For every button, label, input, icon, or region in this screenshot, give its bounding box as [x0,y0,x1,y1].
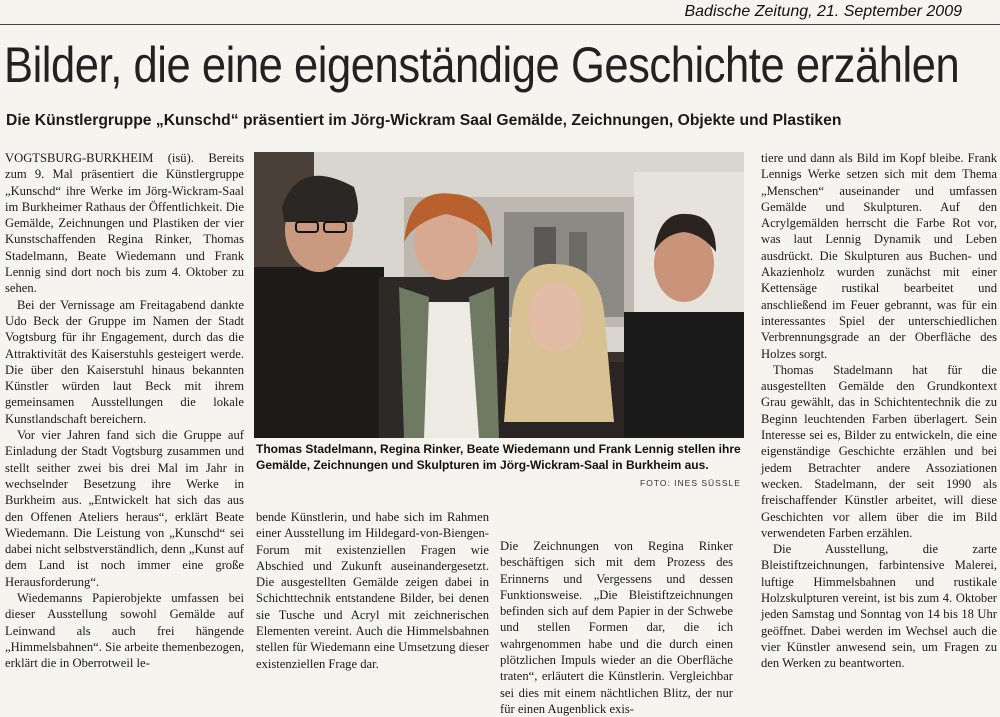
photo-caption: Thomas Stadelmann, Regina Rinker, Beate Wiedemann und Frank Lennig stellen ihre Gemälde, Zeichnungen und Skulpturen im Jörg-Wickram-Saal in Burkheim aus. [256,442,741,472]
paragraph: Die Ausstellung, die zarte Bleistiftzeichnungen, farbintensive Malerei, luftige Himmelsbahnen und rustikale Holzskulpturen vereint, ist bis zum 4. Oktober jeden Samstag und Sonntag von 14 bis 18 Uhr geöffnet. Dabei werden im Wechsel auch die vier Künstler anwesend sein, um Fragen zu den Werken zu beantworten. [761,542,997,671]
source-line: Badische Zeitung, 21. September 2009 [684,3,962,20]
paragraph: tiere und dann als Bild im Kopf bleibe. Frank Lennigs Werke setzen sich mit dem Thema „Menschen“ auseinander und umfassen Gemälde und Skulpturen. Auf den Acrylgemälden herrscht die Farbe Rot vor, was laut Lennig Dynamik und Leben ausdrückt. Die Skulpturen aus Buchen- und Akazienholz wurden zunächst mit einer Kettensäge rustikal bearbeitet und anschließend im Feuer gebrannt, was für ein interessantes Spiel der unterschiedlichen Verbrennungsgrade an der Oberfläche des Holzes sorgt. [761,151,997,361]
paragraph: Die Zeichnungen von Regina Rinker beschäftigen sich mit dem Prozess des Erinnerns und Vergessens und dessen Funktionsweise. „Die Bleistiftzeichnungen befinden sich auf dem Papier in der Schwebe und stellen Formen dar, die ich wahrgenommen habe und die durch einen plötzlichen Impuls wieder an die Oberfläche traten“, erläutert die Künstlerin. Vergleichbar sei dies mit einem nächtlichen Blitz, der nur für einen Augenblick exis- [500,539,733,716]
article-column-2 [256,509,489,692]
article-column-1 [5,150,244,692]
article-column-4 [761,150,997,692]
photo-credit: FOTO: INES SÜSSLE [640,478,741,488]
subheadline: Die Künstlergruppe „Kunschd“ präsentiert im Jörg-Wickram Saal Gemälde, Zeichnungen, Objekte und Plastiken [6,112,842,129]
group-photo [254,152,744,438]
paragraph: Thomas Stadelmann hat für die ausgestellten Gemälde den Grundkontext Grau gewählt, das in Schichtentechnik die zu Beginn leuchtenden Farben überlagert. Sein Interesse sei es, Bilder zu entwickeln, die eine eigenständige Geschichte erzählen und bei jedem Betrachter andere Assoziationen wecken. Stadelmann, der seit 1990 als freischaffender Künstler arbeitet, will diese Geschichten vor allem über die im Bild verwendeten Farben erzählen. [761,362,997,540]
paragraph: Wiedemanns Papierobjekte umfassen bei dieser Ausstellung sowohl Gemälde auf Leinwand als auch frei hängende „Himmelsbahnen“. Sie arbeite themenbezogen, erklärt die in Oberrotweil le- [5,591,244,671]
article-column-3 [500,538,733,716]
paragraph: VOGTSBURG-BURKHEIM (isü). Bereits zum 9. Mal präsentiert die Künstlergruppe „Kunschd“ ihre Werke im Jörg-Wickram-Saal im Burkheimer Rathaus der Öffentlichkeit. Die Gemälde, Zeichnungen und Plastiken der vier Kunstschaffenden Regina Rinker, Thomas Stadelmann, Beate Wiedemann und Frank Lennig sind dort noch bis zum 4. Oktober zu sehen. [5,151,244,296]
paragraph: Vor vier Jahren fand sich die Gruppe auf Einladung der Stadt Vogtsburg zusammen und stellt seither zwei bis drei Mal im Jahr in wechselnder Besetzung ihre Werke in Burkheim aus. „Entwickelt hat sich das aus den Offenen Ateliers heraus“, erklärt Beate Wiedemann. Die Leistung von „Kunschd“ sei dabei nicht selbstverständlich, denn „Kunst auf dem Land ist noch immer eine große Herausforderung“. [5,428,244,589]
paragraph: bende Künstlerin, und habe sich im Rahmen einer Ausstellung im Hildegard-von-Biengen-Forum mit existenziellen Fragen wie Abschied und Zukunft auseinandergesetzt. Die ausgestellten Gemälde zeigen dabei in Schichttechnik entstandene Bilder, bei denen sie Tusche und Acryl mit zeichnerischen Elementen vereint. Auch die Himmelsbahnen stellen für Wiedemann eine Umsetzung dieser existenziellen Frage dar. [256,510,489,671]
paragraph: Bei der Vernissage am Freitagabend dankte Udo Beck der Gruppe im Namen der Stadt Vogtsburg für ihr Engagement, durch das die Attraktivität des Kaiserstuhls gesteigert werde. Die über den Kaiserstuhl hinaus bekannten Künstler würden laut Beck mit ihrem gemeinsamen Ausstellungen die lokale Kunstlandschaft bereichern. [5,297,244,426]
header-rule [0,24,1000,25]
group-photo-illustration [254,152,744,438]
headline: Bilder, die eine eigenständige Geschichte erzählen [4,37,960,93]
